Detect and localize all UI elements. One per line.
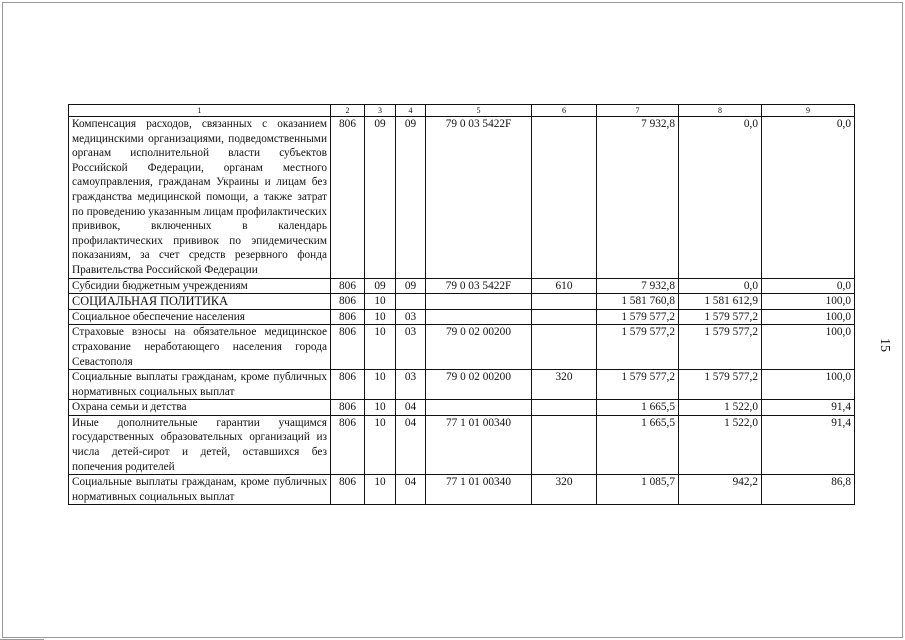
row-rz: 10 — [365, 400, 396, 416]
row-vr: 320 — [532, 370, 597, 400]
row-rz: 10 — [365, 309, 396, 325]
column-header: 9 — [762, 105, 855, 117]
column-header: 3 — [365, 105, 396, 117]
row-plan: 1 665,5 — [597, 400, 679, 416]
row-plan: 1 579 577,2 — [597, 370, 679, 400]
row-name: Охрана семьи и детства — [69, 400, 331, 416]
row-csr: 77 1 01 00340 — [426, 475, 532, 505]
row-ved: 806 — [331, 325, 365, 370]
row-vr — [532, 294, 597, 310]
row-fact: 0,0 — [679, 278, 762, 294]
column-header: 4 — [396, 105, 426, 117]
row-pr: 03 — [396, 325, 426, 370]
row-fact: 1 579 577,2 — [679, 325, 762, 370]
row-ved: 806 — [331, 278, 365, 294]
table-row — [69, 117, 855, 279]
row-rz: 09 — [365, 278, 396, 294]
row-pr: 04 — [396, 400, 426, 416]
row-name: Компенсация расходов, связанных с оказанием медицинскими организациями, подведомственными органам исполнительной власти субъектов Российской Федерации, органам местного самоуправления, гражданам Украины и лицам без гражданства медицинской помощи, а также затрат по проведению указанным лицам профилактических прививок, включенных в календарь профилактических прививок по эпидемическим показаниям, за счет средств резервного фонда Правительства Российской Федерации — [69, 117, 331, 279]
column-header: 6 — [532, 105, 597, 117]
row-pr: 09 — [396, 278, 426, 294]
budget-table — [68, 104, 855, 505]
row-name: Социальные выплаты гражданам, кроме публичных нормативных социальных выплат — [69, 475, 331, 505]
row-vr — [532, 309, 597, 325]
row-plan: 1 665,5 — [597, 415, 679, 474]
row-ved: 806 — [331, 309, 365, 325]
row-fact: 1 581 612,9 — [679, 294, 762, 310]
row-plan: 7 932,8 — [597, 117, 679, 279]
row-ved: 806 — [331, 415, 365, 474]
table-row — [69, 294, 855, 310]
row-fact: 1 522,0 — [679, 415, 762, 474]
row-fact: 1 579 577,2 — [679, 309, 762, 325]
row-csr: 77 1 01 00340 — [426, 415, 532, 474]
row-csr — [426, 294, 532, 310]
row-name: Иные дополнительные гарантии учащимся государственных образовательных организаций из числа детей-сирот и детей, оставшихся без попечения родителей — [69, 415, 331, 474]
row-ved: 806 — [331, 370, 365, 400]
row-csr — [426, 400, 532, 416]
row-vr — [532, 400, 597, 416]
row-pct: 0,0 — [762, 278, 855, 294]
row-fact: 0,0 — [679, 117, 762, 279]
row-name: Социальные выплаты гражданам, кроме публичных нормативных социальных выплат — [69, 370, 331, 400]
table-row — [69, 370, 855, 400]
row-rz: 10 — [365, 475, 396, 505]
row-fact: 1 579 577,2 — [679, 370, 762, 400]
row-csr: 79 0 02 00200 — [426, 325, 532, 370]
row-vr: 320 — [532, 475, 597, 505]
row-pct: 100,0 — [762, 294, 855, 310]
row-fact: 1 522,0 — [679, 400, 762, 416]
row-ved: 806 — [331, 117, 365, 279]
row-vr: 610 — [532, 278, 597, 294]
row-plan: 1 579 577,2 — [597, 309, 679, 325]
table-row — [69, 325, 855, 370]
row-name: Социальное обеспечение населения — [69, 309, 331, 325]
row-pr — [396, 294, 426, 310]
row-vr — [532, 415, 597, 474]
row-csr: 79 0 02 00200 — [426, 370, 532, 400]
row-rz: 10 — [365, 325, 396, 370]
table-row — [69, 475, 855, 505]
row-plan: 1 579 577,2 — [597, 325, 679, 370]
row-csr: 79 0 03 5422F — [426, 278, 532, 294]
row-vr — [532, 117, 597, 279]
column-header: 7 — [597, 105, 679, 117]
row-rz: 10 — [365, 370, 396, 400]
row-pct: 91,4 — [762, 400, 855, 416]
table-row — [69, 415, 855, 474]
row-pct: 0,0 — [762, 117, 855, 279]
row-pr: 09 — [396, 117, 426, 279]
page-number: 15 — [877, 338, 892, 352]
row-plan: 7 932,8 — [597, 278, 679, 294]
row-rz: 10 — [365, 415, 396, 474]
table-row — [69, 278, 855, 294]
row-pr: 04 — [396, 415, 426, 474]
row-fact: 942,2 — [679, 475, 762, 505]
row-pct: 100,0 — [762, 370, 855, 400]
row-pct: 86,8 — [762, 475, 855, 505]
table-header-row — [69, 105, 855, 117]
row-pr: 04 — [396, 475, 426, 505]
row-ved: 806 — [331, 400, 365, 416]
row-name: СОЦИАЛЬНАЯ ПОЛИТИКА — [69, 294, 331, 310]
row-pct: 91,4 — [762, 415, 855, 474]
row-csr — [426, 309, 532, 325]
column-header: 8 — [679, 105, 762, 117]
column-header: 1 — [69, 105, 331, 117]
row-pct: 100,0 — [762, 325, 855, 370]
column-header: 5 — [426, 105, 532, 117]
row-plan: 1 581 760,8 — [597, 294, 679, 310]
scan-edge-mark — [0, 635, 44, 640]
row-pr: 03 — [396, 370, 426, 400]
row-ved: 806 — [331, 294, 365, 310]
table-row — [69, 309, 855, 325]
row-name: Субсидии бюджетным учреждениям — [69, 278, 331, 294]
row-rz: 09 — [365, 117, 396, 279]
table-row — [69, 400, 855, 416]
row-ved: 806 — [331, 475, 365, 505]
row-csr: 79 0 03 5422F — [426, 117, 532, 279]
row-name: Страховые взносы на обязательное медицинское страхование неработающего населения города Севастополя — [69, 325, 331, 370]
row-pct: 100,0 — [762, 309, 855, 325]
row-pr: 03 — [396, 309, 426, 325]
column-header: 2 — [331, 105, 365, 117]
row-rz: 10 — [365, 294, 396, 310]
row-vr — [532, 325, 597, 370]
row-plan: 1 085,7 — [597, 475, 679, 505]
